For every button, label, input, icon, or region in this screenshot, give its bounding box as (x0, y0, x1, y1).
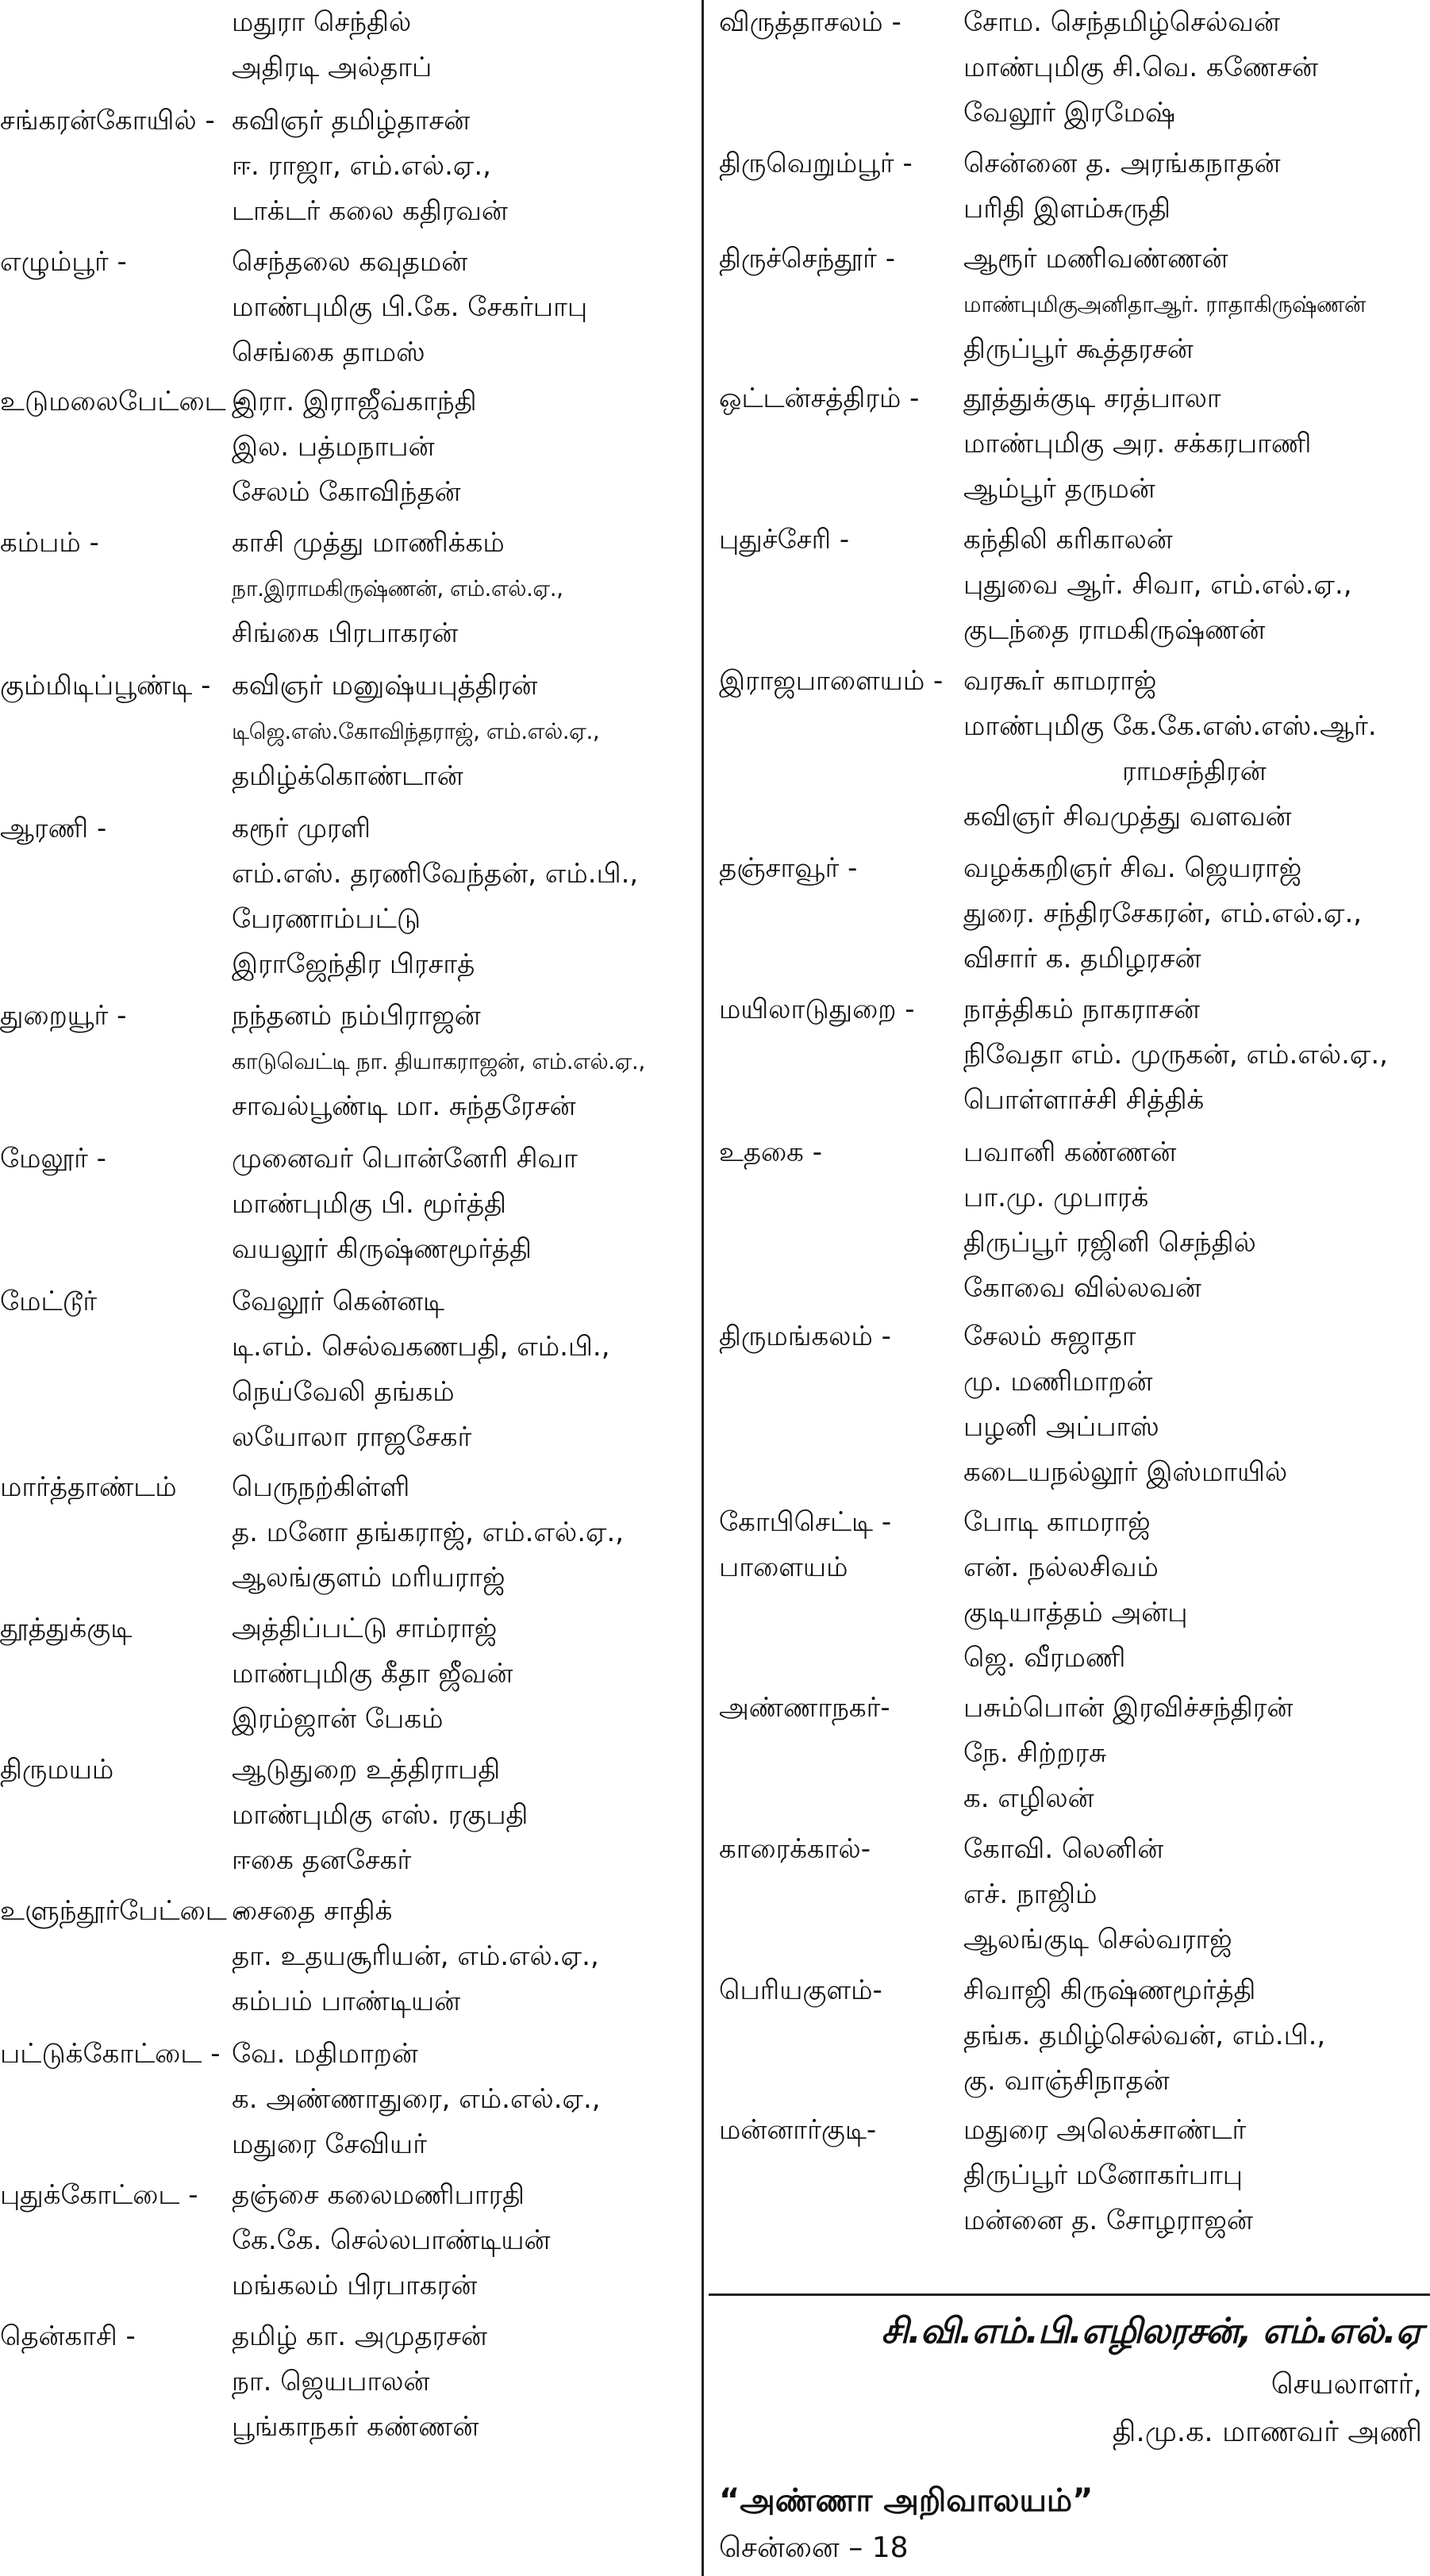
speaker-name: அத்திப்பட்டு சாம்ராஜ் (232, 1613, 498, 1644)
constituency-name: திருவெறும்பூர் - (719, 148, 913, 179)
speaker-name: குடந்தை ராமகிருஷ்ணன் (963, 614, 1266, 646)
speaker-name: கடையநல்லூர் இஸ்மாயில் (963, 1456, 1288, 1488)
speaker-name: லயோலா ராஜசேகர் (232, 1421, 472, 1453)
speaker-name: இராஜேந்திர பிரசாத் (232, 948, 475, 980)
constituency-name: கும்மிடிப்பூண்டி - (0, 670, 211, 702)
speaker-name: ஆம்பூர் தருமன் (963, 473, 1155, 505)
speaker-name: திருப்பூர் மனோகர்பாபு (963, 2159, 1244, 2191)
speaker-name: மதுரா செந்தில் (232, 6, 412, 38)
constituency-name: ஒட்டன்சத்திரம் - (719, 383, 920, 414)
speaker-list (232, 1136, 578, 1272)
speaker-name: மாண்புமிகு கீதா ஜீவன் (232, 1658, 513, 1690)
speaker-list (232, 1465, 624, 1601)
speaker-name: நிவேதா எம். முருகன், எம்.எல்.ஏ., (963, 1039, 1388, 1071)
speaker-name: செங்கை தாமஸ் (232, 336, 425, 368)
speaker-name: வயலூர் கிருஷ்ணமூர்த்தி (232, 1233, 532, 1265)
speaker-name: கே.கே. செல்லபாண்டியன் (232, 2224, 551, 2256)
speaker-list (232, 240, 587, 375)
speaker-name: மு. மணிமாறன் (963, 1366, 1153, 1398)
constituency-name: மார்த்தாண்டம் (0, 1471, 177, 1503)
constituency-name: பட்டுக்கோட்டை - (0, 2038, 221, 2070)
speaker-list (963, 2108, 1253, 2243)
speaker-list (963, 987, 1388, 1123)
speaker-name: கோவை வில்லவன் (963, 1272, 1201, 1304)
speaker-name: தங்க. தமிழ்செல்வன், எம்.பி., (963, 2020, 1326, 2051)
speaker-name: முனைவர் பொன்னேரி சிவா (232, 1143, 578, 1175)
speaker-list (232, 379, 477, 515)
speaker-name: காசி முத்து மாணிக்கம் (232, 527, 505, 559)
speaker-name: எச். நாஜிம் (963, 1878, 1097, 1910)
speaker-name: என். நல்லசிவம் (963, 1551, 1159, 1583)
speaker-list (232, 521, 563, 656)
speaker-name: இல. பத்மநாபன் (232, 431, 435, 463)
speaker-name: காடுவெட்டி நா. தியாகராஜன், எம்.எல்.ஏ., (232, 1048, 645, 1075)
speaker-name: சாவல்பூண்டி மா. சுந்தரேசன் (232, 1090, 576, 1122)
speaker-list (963, 1686, 1293, 1821)
speaker-name: பசும்பொன் இரவிச்சந்திரன் (963, 1692, 1294, 1724)
constituency-name: திருச்செந்தூர் - (719, 243, 895, 275)
speaker-name: மாண்புமிகு எஸ். ரகுபதி (232, 1799, 529, 1831)
speaker-name: நெய்வேலி தங்கம் (232, 1376, 455, 1408)
constituency-name: துறையூர் - (0, 1000, 127, 1032)
constituency-name: உதகை - (719, 1136, 822, 1168)
speaker-name: ஆலங்குளம் மரியராஜ் (232, 1562, 505, 1594)
constituency-name: தென்காசி - (0, 2320, 136, 2352)
speaker-name: பேரணாம்பட்டு (232, 903, 421, 935)
constituency-name: மேட்டூர் (0, 1286, 98, 1317)
speaker-name: டி.எம். செல்வகணபதி, எம்.பி., (232, 1331, 610, 1363)
speaker-name: தா. உதயசூரியன், எம்.எல்.ஏ., (232, 1940, 599, 1972)
speaker-name: மாண்புமிகு சி.வெ. கணேசன் (963, 52, 1318, 83)
constituency-name: மயிலாடுதுறை - (719, 994, 915, 1025)
signatory-role: செயலாளர், (1270, 2368, 1422, 2401)
constituency-name: உடுமலைபேட்டை - (0, 386, 244, 417)
speaker-name: புதுவை ஆர். சிவா, எம்.எல்.ஏ., (963, 569, 1352, 601)
constituency-name: ஆரணி - (0, 813, 107, 844)
speaker-list (963, 1968, 1325, 2104)
speaker-list (963, 376, 1311, 512)
speaker-list (963, 659, 1377, 840)
speaker-list (232, 1279, 610, 1460)
speaker-name: கவிஞர் சிவமுத்து வளவன் (963, 801, 1292, 832)
constituency-name: புதுக்கோட்டை - (0, 2179, 198, 2211)
constituency-name: எழும்பூர் - (0, 246, 127, 278)
speaker-name: நா.இராமகிருஷ்ணன், எம்.எல்.ஏ., (232, 575, 563, 602)
speaker-name: வழக்கறிஞர் சிவ. ஜெயராஜ் (963, 852, 1302, 884)
speaker-list (232, 1606, 513, 1742)
speaker-list (963, 1314, 1287, 1495)
speaker-name: நந்தனம் நம்பிராஜன் (232, 1000, 481, 1032)
constituency-name: புதுச்சேரி - (719, 524, 850, 556)
speaker-name: மங்கலம் பிரபாகரன் (232, 2270, 478, 2301)
speaker-name: போடி காமராஜ் (963, 1506, 1151, 1538)
speaker-name: தஞ்சை கலைமணிபாரதி (232, 2179, 525, 2211)
speaker-name: வே. மதிமாறன் (232, 2038, 418, 2070)
signatory-organization: தி.மு.க. மாணவர் அணி (1112, 2416, 1422, 2448)
speaker-list (963, 1500, 1188, 1681)
speaker-list (232, 1889, 599, 2024)
speaker-name: தூத்துக்குடி சரத்பாலா (963, 383, 1221, 414)
speaker-name: ஆடுதுறை உத்திராபதி (232, 1754, 501, 1786)
speaker-name: வரகூர் காமராஜ் (963, 665, 1157, 697)
speaker-name: ராமசந்திரன் (1122, 755, 1267, 787)
speaker-name: சேலம் கோவிந்தன் (232, 476, 461, 508)
speaker-name: பவானி கண்ணன் (963, 1136, 1177, 1168)
speaker-list (963, 236, 1366, 372)
constituency-name: திருமயம் (0, 1754, 114, 1786)
constituency-name: மேலூர் - (0, 1143, 106, 1175)
speaker-list (232, 98, 508, 234)
speaker-name: மாண்புமிகுஅனிதாஆர். ராதாகிருஷ்ணன் (963, 291, 1366, 317)
speaker-name: கவிஞர் தமிழ்தாசன் (232, 105, 471, 136)
constituency-name: பெரியகுளம்- (719, 1974, 882, 2006)
speaker-name: டாக்டர் கலை கதிரவன் (232, 195, 508, 227)
speaker-name: மாண்புமிகு அர. சக்கரபாணி (963, 428, 1312, 459)
speaker-name: கரூர் முரளி (232, 813, 371, 844)
speaker-name: மன்னை த. சோழராஜன் (963, 2205, 1253, 2236)
speaker-list (232, 1747, 528, 1883)
speaker-name: ஈ. ராஜா, எம்.எல்.ஏ., (232, 150, 491, 182)
constituency-name: மன்னார்குடி- (719, 2114, 877, 2146)
constituency-name: உளுந்தூர்பேட்டை - (0, 1895, 245, 1927)
speaker-name: சிங்கை பிரபாகரன் (232, 617, 459, 649)
column-divider (702, 0, 704, 2576)
speaker-name: கந்திலி கரிகாலன் (963, 524, 1173, 556)
speaker-name: எம்.எஸ். தரணிவேந்தன், எம்.பி., (232, 858, 639, 890)
speaker-name: ஆலங்குடி செல்வராஜ் (963, 1924, 1232, 1955)
speaker-name: விசார் க. தமிழரசன் (963, 943, 1201, 975)
speaker-name: நே. சிற்றரசு (963, 1737, 1107, 1769)
speaker-name: மாண்புமிகு பி.கே. சேகர்பாபு (232, 291, 588, 323)
signatory-name: சி.வி.எம்.பி.எழிலரசன், எம்.எல்.ஏ (881, 2311, 1422, 2351)
speaker-list (963, 517, 1352, 653)
speaker-name: க. எழிலன் (963, 1782, 1094, 1814)
speaker-name: அதிரடி அல்தாப் (232, 52, 432, 83)
constituency-name: சங்கரன்கோயில் - (0, 105, 215, 136)
speaker-name: வேலூர் இரமேஷ் (963, 97, 1176, 129)
speaker-name: சிவாஜி கிருஷ்ணமூர்த்தி (963, 1974, 1256, 2006)
speaker-list (232, 2314, 487, 2450)
speaker-name: செந்தலை கவுதமன் (232, 246, 468, 278)
speaker-name: இரா. இராஜீவ்காந்தி (232, 386, 477, 417)
speaker-name: சோம. செந்தமிழ்செல்வன் (963, 6, 1280, 38)
speaker-name: கவிஞர் மனுஷ்யபுத்திரன் (232, 670, 538, 702)
constituency-name: விருத்தாசலம் - (719, 6, 901, 38)
speaker-name: தமிழ் கா. அமுதரசன் (232, 2320, 487, 2352)
speaker-name: வேலூர் கென்னடி (232, 1286, 445, 1317)
speaker-name: பரிதி இளம்சுருதி (963, 193, 1171, 225)
speaker-list (963, 1130, 1256, 1311)
speaker-list (232, 663, 599, 799)
speaker-name: கோவி. லெனின் (963, 1833, 1164, 1865)
speaker-name: துரை. சந்திரசேகரன், எம்.எல்.ஏ., (963, 898, 1363, 929)
speaker-list (963, 1827, 1232, 1963)
speaker-name: தமிழ்க்கொண்டான் (232, 760, 463, 792)
speaker-name: நா. ஜெயபாலன் (232, 2366, 430, 2397)
speaker-name: பா.மு. முபாரக் (963, 1182, 1149, 1213)
speaker-list (963, 0, 1318, 136)
signature-divider (709, 2293, 1430, 2296)
constituency-name: தூத்துக்குடி (0, 1613, 133, 1644)
speaker-name: மாண்புமிகு கே.கே.எஸ்.எஸ்.ஆர். (963, 710, 1377, 742)
headquarters-city: சென்னை – 18 (719, 2532, 909, 2564)
speaker-list (963, 141, 1281, 232)
speaker-name: கு. வாஞ்சிநாதன் (963, 2065, 1170, 2097)
constituency-name: கோபிசெட்டி - பாளையம் (719, 1506, 892, 1583)
constituency-name: திருமங்கலம் - (719, 1321, 891, 1352)
constituency-name: காரைக்கால்- (719, 1833, 871, 1865)
speaker-name: நாத்திகம் நாகராசன் (963, 994, 1200, 1025)
speaker-name: பொள்ளாச்சி சித்திக் (963, 1084, 1205, 1116)
speaker-name: சேலம் சுஜாதா (963, 1321, 1136, 1352)
speaker-name: பெருநற்கிள்ளி (232, 1471, 410, 1503)
speaker-name: கம்பம் பாண்டியன் (232, 1986, 461, 2017)
speaker-list (232, 994, 645, 1129)
speaker-name: ஆரூர் மணிவண்ணன் (963, 243, 1228, 275)
constituency-name: கம்பம் - (0, 527, 99, 559)
constituency-name: இராஜபாளையம் - (719, 665, 944, 697)
speaker-name: குடியாத்தம் அன்பு (963, 1597, 1188, 1628)
speaker-name: மதுரை சேவியர் (232, 2128, 427, 2160)
headquarters-name: “அண்ணா அறிவாலயம்” (719, 2482, 1094, 2519)
speaker-name: ஜெ. வீரமணி (963, 1642, 1126, 1674)
speaker-name: டிஜெ.எஸ்.கோவிந்தராஜ், எம்.எல்.ஏ., (232, 718, 600, 744)
speaker-name: ஈகை தனசேகர் (232, 1844, 412, 1876)
speaker-name: திருப்பூர் ரஜினி செந்தில் (963, 1227, 1256, 1259)
speaker-name: திருப்பூர் கூத்தரசன் (963, 333, 1194, 365)
speaker-list (232, 2032, 601, 2167)
speaker-name: சென்னை த. அரங்கநாதன் (963, 148, 1281, 179)
speaker-name: மதுரை அலெக்சாண்டர் (963, 2114, 1247, 2146)
speaker-name: மாண்புமிகு பி. மூர்த்தி (232, 1188, 507, 1220)
constituency-name: அண்ணாநகர்- (719, 1692, 890, 1724)
speaker-list (232, 0, 432, 90)
speaker-name: சைதை சாதிக் (232, 1895, 393, 1927)
speaker-name: க. அண்ணாதுரை, எம்.எல்.ஏ., (232, 2083, 601, 2115)
speaker-list (232, 2173, 550, 2309)
speaker-list (963, 846, 1362, 982)
speaker-name: பூங்காநகர் கண்ணன் (232, 2411, 479, 2443)
speaker-name: இரம்ஜான் பேகம் (232, 1703, 444, 1735)
constituency-name: தஞ்சாவூர் - (719, 852, 858, 884)
speaker-name: த. மனோ தங்கராஜ், எம்.எல்.ஏ., (232, 1517, 625, 1548)
speaker-name: பழனி அப்பாஸ் (963, 1411, 1159, 1443)
speaker-list (232, 806, 638, 987)
